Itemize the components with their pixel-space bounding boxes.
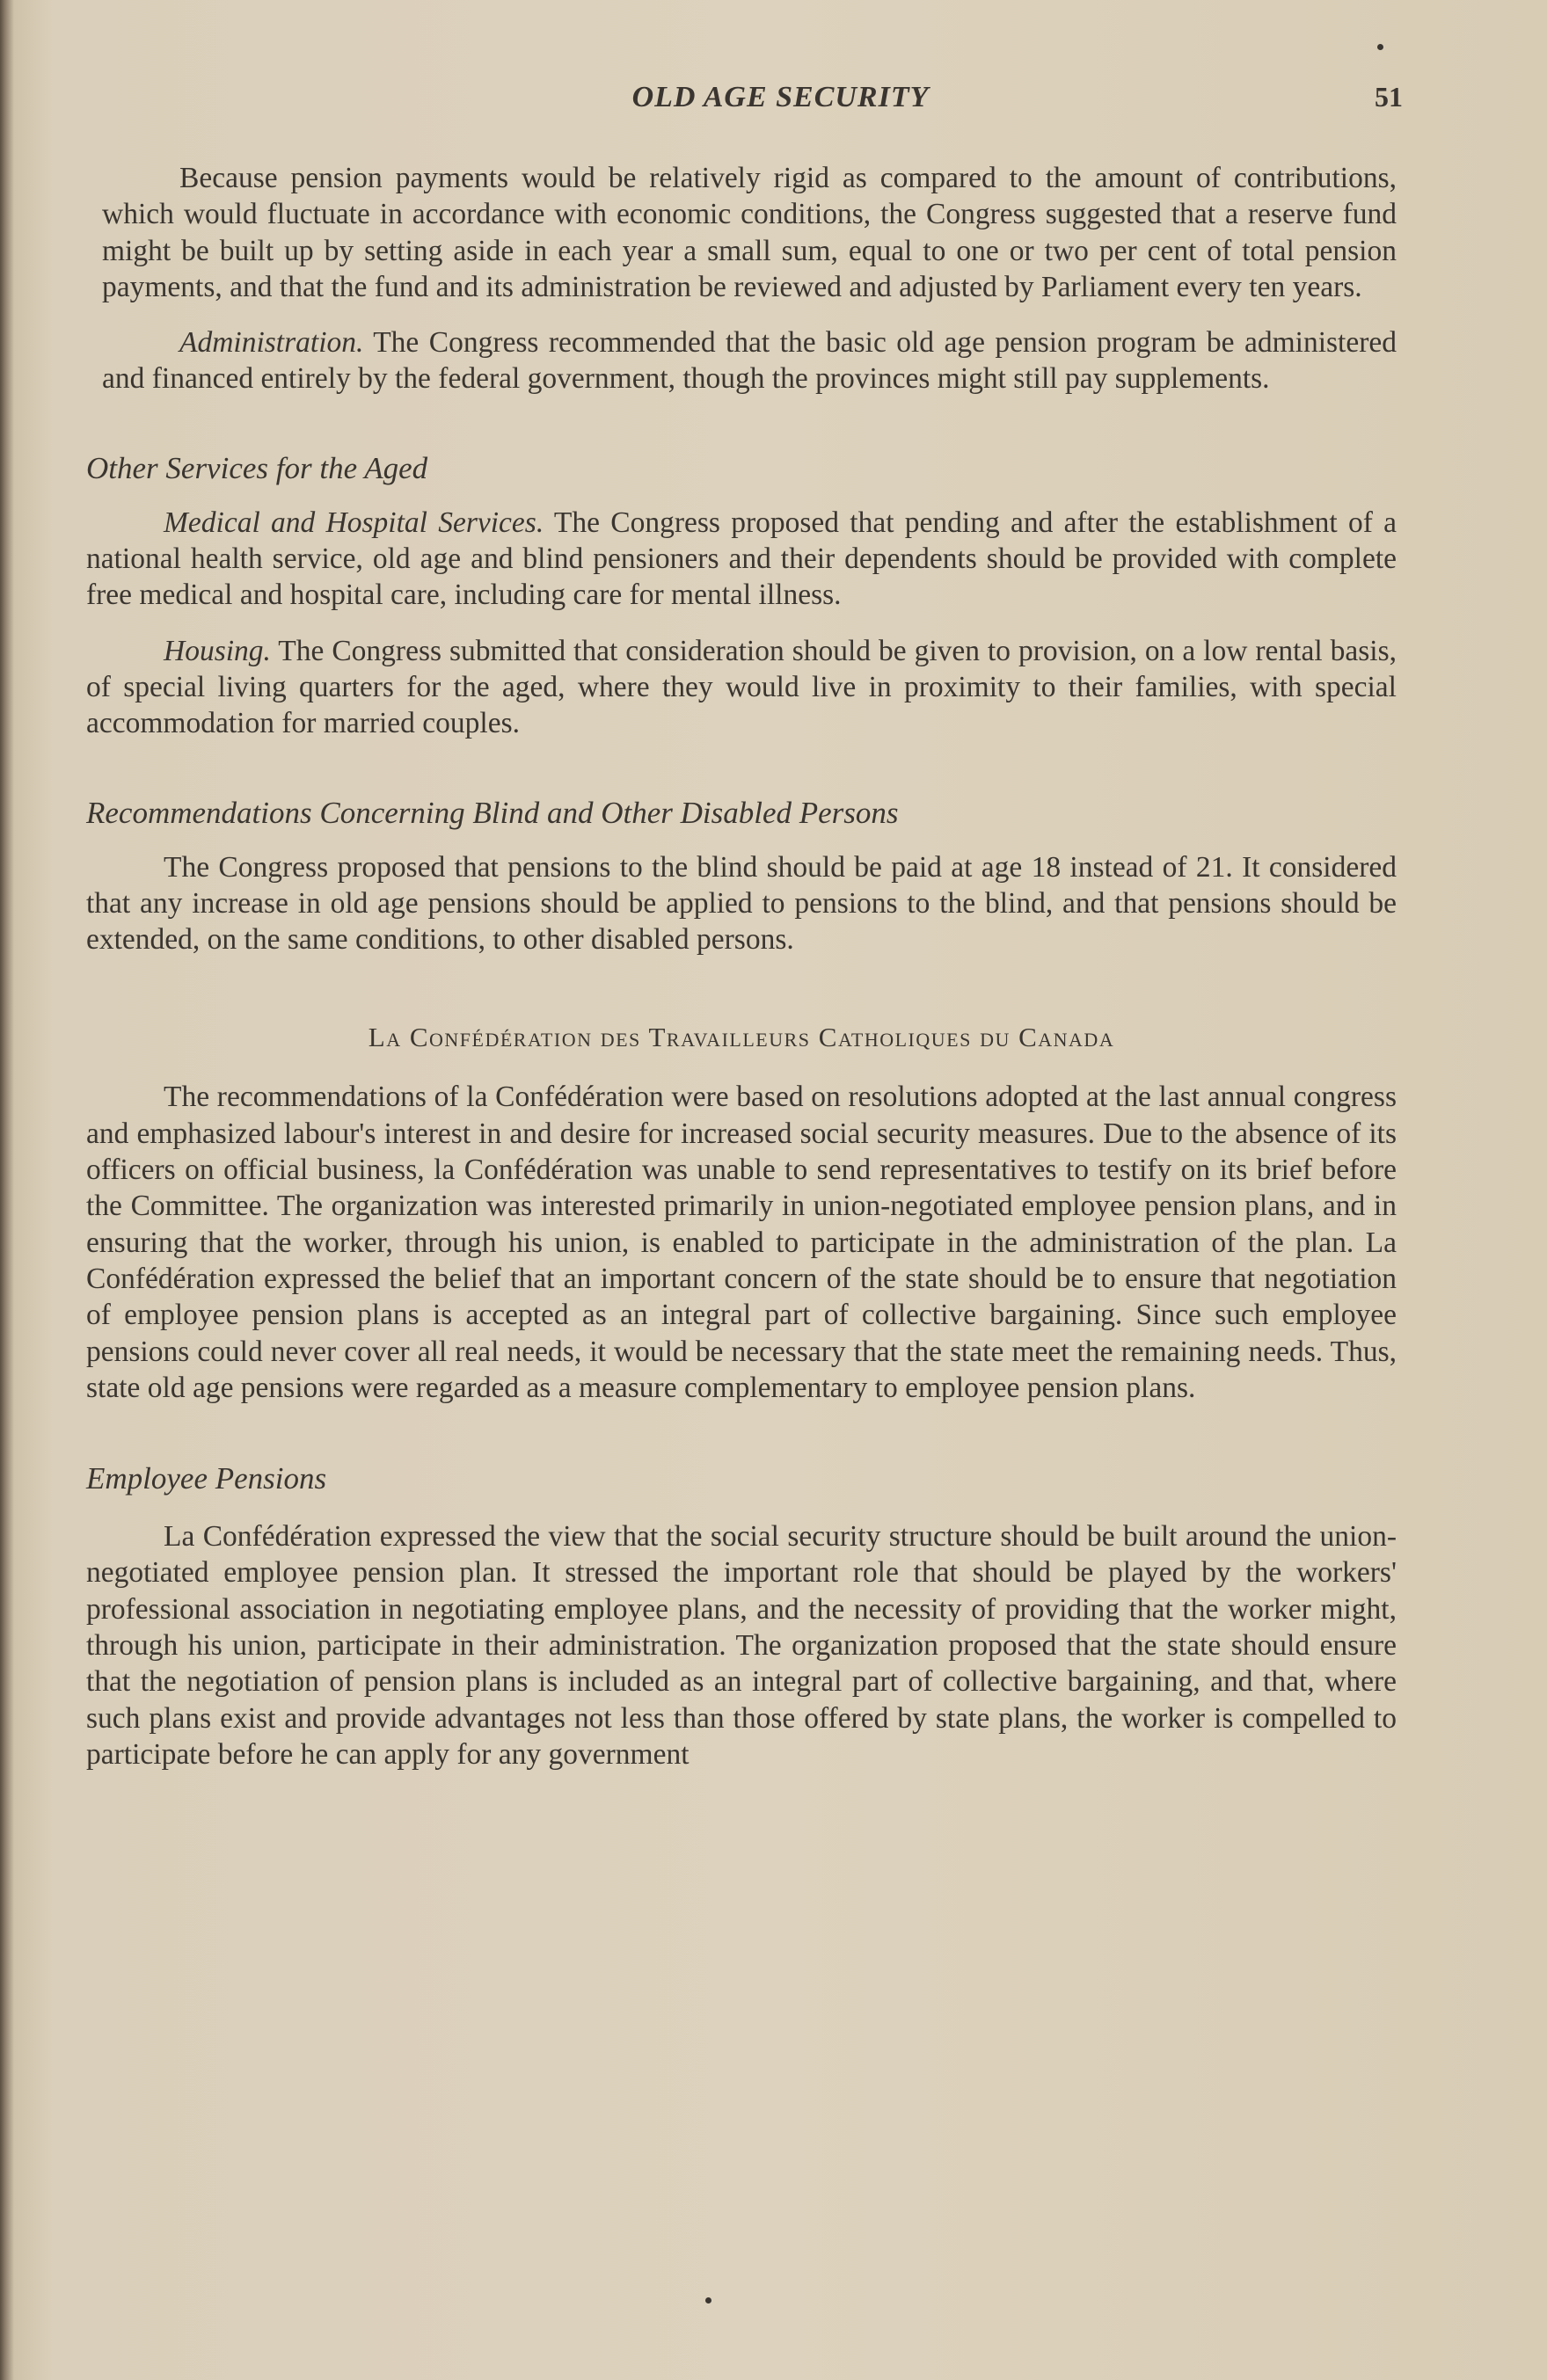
paragraph-confederation: The recommendations of la Confédération were based on resolutions adopted at the last annual congress and emphasized labour's interest in and desire for increased social security measures. Due to the absence of its officers on official business, la Confédération was unable to send representatives to testify on its brief before the Committee. The organization was interested primarily in union-negotiated employee pension plans, and in ensuring that the worker, through his union, is enabled to participate in the administration of the plan. La Confédération expressed the belief that an important concern of the state should be to ensure that negotiation of employee pension plans is accepted as an integral part of collective bargaining. Since such employee pensions could never cover all real needs, it would be necessary that the state meet the remaining needs. Thus, state old age pensions were regarded as a measure complementary to employee pension plans. <box>86 1081 1397 1404</box>
section-heading-other-services: Other Services for the Aged <box>86 450 428 485</box>
paragraph-administration-text: The Congress recommended that the basic old age pension program be administered and financed entirely by the federal government, though the provinces might still pay supplements. <box>102 326 1397 396</box>
paragraph-reserve-fund: Because pension payments would be relatively rigid as compared to the amount of contributions, which would fluctuate in accordance with economic conditions, the Congress suggested that a reserve fund might be built up by setting aside in each year a small sum, equal to one or two per cent of total pension payments, and that the fund and its administration be reviewed and adjusted by Parliament every ten years. <box>102 162 1397 303</box>
page-header <box>158 81 1403 125</box>
page-body <box>86 148 1397 1772</box>
paragraph-medical <box>86 505 1397 614</box>
running-title: OLD AGE SECURITY <box>631 81 930 113</box>
section-heading-blind: Recommendations Concerning Blind and Other Disabled Persons <box>86 795 899 830</box>
page-number: 51 <box>1375 81 1403 113</box>
page-mark-top <box>1377 44 1383 50</box>
paragraph-medical-text: The Congress proposed that pending and after the establishment of a national health service, old age and blind pensioners and their dependents should be provided with complete free medical and hospital care, including care for mental illness. <box>86 506 1397 612</box>
paragraph-blind: The Congress proposed that pensions to the blind should be paid at age 18 instead of 21. It considered that any increase in old age pensions should be applied to pensions to the blind, and that pensions should be extended, on the same conditions, to other disabled persons. <box>86 850 1397 957</box>
page-mark-bottom <box>705 2297 711 2304</box>
paragraph-housing <box>86 633 1397 742</box>
paragraph-housing-text: The Congress submitted that consideration should be given to provision, on a low rental basis, of special living quarters for the aged, where they would live in proximity to their families, with special accommodation for married couples. <box>86 634 1397 740</box>
organization-heading: La Confédération des Travailleurs Catholiques du Canada <box>368 1022 1115 1053</box>
run-in-heading-administration: Administration. <box>179 326 364 360</box>
section-heading-employee-pensions: Employee Pensions <box>86 1461 327 1496</box>
paragraph-employee-pensions: La Confédération expressed the view that the social security structure should be built around the union-negotiated employee pension plan. It stressed the important role that should be played by the workers' professional association in negotiating employee plans, and the necessity of providing that the worker might, through his union, participate in their administration. The organization proposed that the state should ensure that the negotiation of pension plans is included as an integral part of collective bargaining, and that, where such plans exist and provide advantages not less than those offered by state plans, the worker is compelled to participate before he can apply for any government <box>86 1520 1397 1771</box>
run-in-heading-housing: Housing. <box>164 634 271 667</box>
run-in-heading-medical: Medical and Hospital Services. <box>164 506 544 539</box>
paragraph-administration <box>86 324 1397 397</box>
